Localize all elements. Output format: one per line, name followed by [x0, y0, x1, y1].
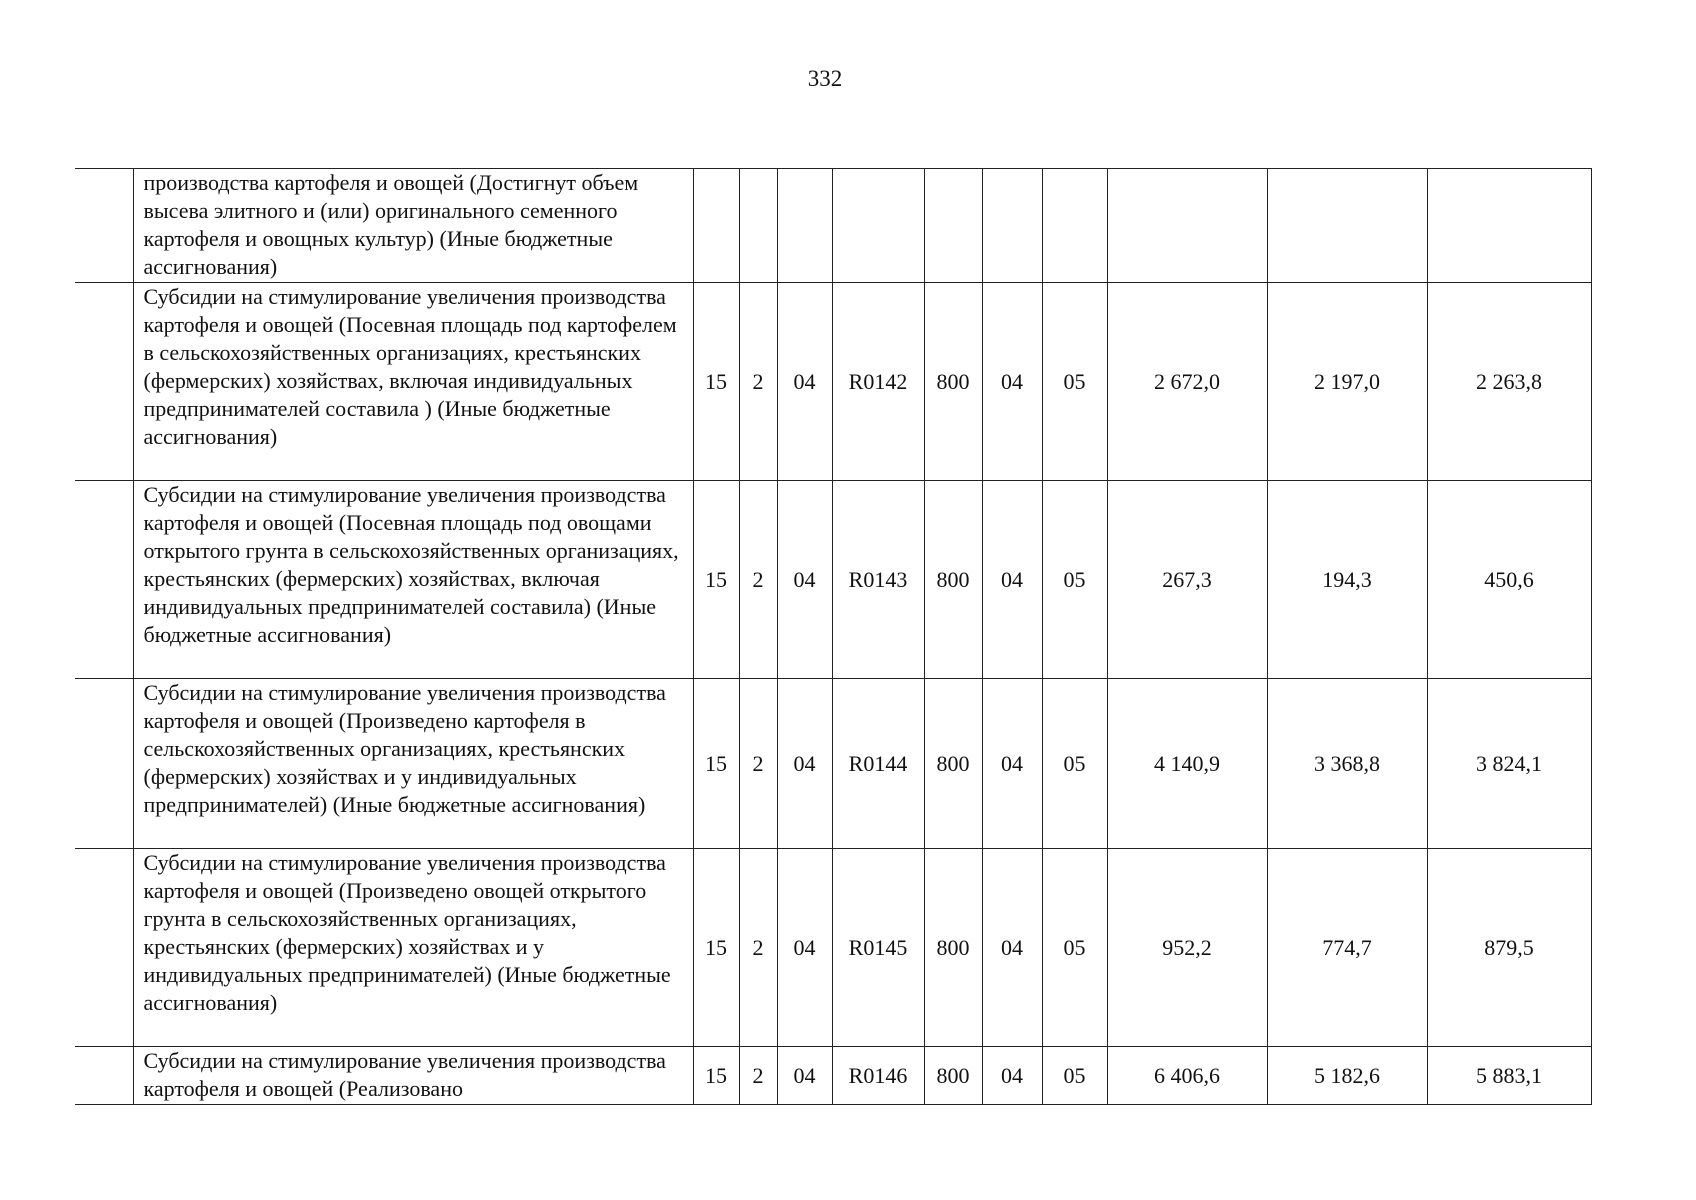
amount-cell: 952,2	[1107, 849, 1267, 1047]
code-cell: R0143	[832, 481, 924, 679]
code-cell: 2	[739, 283, 777, 481]
description-cell: Субсидии на стимулирование увеличения производства картофеля и овощей (Реализовано	[133, 1047, 693, 1105]
code-cell: 04	[777, 481, 832, 679]
table-row	[75, 481, 1591, 679]
code-cell: 2	[739, 1047, 777, 1105]
code-cell	[924, 169, 982, 283]
row-number-cell	[75, 1047, 133, 1105]
row-number-cell	[75, 849, 133, 1047]
code-cell: 05	[1042, 679, 1107, 849]
code-cell: 2	[739, 849, 777, 1047]
code-cell: 05	[1042, 849, 1107, 1047]
amount-cell: 2 197,0	[1267, 283, 1427, 481]
code-cell	[693, 169, 739, 283]
budget-table	[75, 168, 1592, 1105]
code-cell: 04	[982, 679, 1042, 849]
page-number: 332	[807, 66, 843, 91]
amount-cell: 267,3	[1107, 481, 1267, 679]
row-number-cell	[75, 283, 133, 481]
amount-cell	[1267, 169, 1427, 283]
code-cell	[777, 169, 832, 283]
code-cell: 04	[777, 849, 832, 1047]
code-cell: 15	[693, 1047, 739, 1105]
table-row	[75, 283, 1591, 481]
code-cell: R0145	[832, 849, 924, 1047]
table-row	[75, 849, 1591, 1047]
description-cell: Субсидии на стимулирование увеличения производства картофеля и овощей (Произведено овощей открытого грунта в сельскохозяйственных организациях, крестьянских (фермерских) хозяйствах и у индивидуальных предпринимателей) (Иные бюджетные ассигнования)	[133, 849, 693, 1047]
amount-cell: 3 824,1	[1427, 679, 1591, 849]
amount-cell: 2 672,0	[1107, 283, 1267, 481]
description-cell: производства картофеля и овощей (Достигнут объем высева элитного и (или) оригинального семенного картофеля и овощных культур) (Иные бюджетные ассигнования)	[133, 169, 693, 283]
code-cell	[1042, 169, 1107, 283]
amount-cell: 774,7	[1267, 849, 1427, 1047]
amount-cell: 6 406,6	[1107, 1047, 1267, 1105]
code-cell: 2	[739, 481, 777, 679]
code-cell: 15	[693, 283, 739, 481]
description-cell: Субсидии на стимулирование увеличения производства картофеля и овощей (Посевная площадь под овощами открытого грунта в сельскохозяйственных организациях, крестьянских (фермерских) хозяйствах, включая индивидуальных предпринимателей составила) (Иные бюджетные ассигнования)	[133, 481, 693, 679]
code-cell: 800	[924, 679, 982, 849]
description-cell: Субсидии на стимулирование увеличения производства картофеля и овощей (Произведено картофеля в сельскохозяйственных организациях, крестьянских (фермерских) хозяйствах и у индивидуальных предпринимателей) (Иные бюджетные ассигнования)	[133, 679, 693, 849]
amount-cell: 194,3	[1267, 481, 1427, 679]
row-number-cell	[75, 481, 133, 679]
table-row	[75, 679, 1591, 849]
code-cell: 04	[777, 679, 832, 849]
amount-cell: 2 263,8	[1427, 283, 1591, 481]
code-cell: 800	[924, 1047, 982, 1105]
code-cell: R0142	[832, 283, 924, 481]
code-cell: 04	[777, 283, 832, 481]
code-cell: 05	[1042, 1047, 1107, 1105]
code-cell: 2	[739, 679, 777, 849]
code-cell: R0146	[832, 1047, 924, 1105]
code-cell: 05	[1042, 283, 1107, 481]
code-cell: 800	[924, 283, 982, 481]
code-cell: 04	[777, 1047, 832, 1105]
amount-cell: 3 368,8	[1267, 679, 1427, 849]
code-cell: 800	[924, 849, 982, 1047]
amount-cell: 5 883,1	[1427, 1047, 1591, 1105]
code-cell: 04	[982, 283, 1042, 481]
code-cell: 800	[924, 481, 982, 679]
code-cell: 15	[693, 849, 739, 1047]
code-cell: 15	[693, 481, 739, 679]
table-row	[75, 169, 1591, 283]
code-cell: 04	[982, 849, 1042, 1047]
code-cell: 04	[982, 1047, 1042, 1105]
amount-cell: 4 140,9	[1107, 679, 1267, 849]
row-number-cell	[75, 169, 133, 283]
code-cell: R0144	[832, 679, 924, 849]
code-cell	[832, 169, 924, 283]
description-cell: Субсидии на стимулирование увеличения производства картофеля и овощей (Посевная площадь под картофелем в сельскохозяйственных организациях, крестьянских (фермерских) хозяйствах, включая индивидуальных предпринимателей составила ) (Иные бюджетные ассигнования)	[133, 283, 693, 481]
table-row	[75, 1047, 1591, 1105]
code-cell	[982, 169, 1042, 283]
code-cell: 04	[982, 481, 1042, 679]
amount-cell: 879,5	[1427, 849, 1591, 1047]
code-cell: 15	[693, 679, 739, 849]
amount-cell	[1427, 169, 1591, 283]
amount-cell	[1107, 169, 1267, 283]
amount-cell: 450,6	[1427, 481, 1591, 679]
row-number-cell	[75, 679, 133, 849]
code-cell	[739, 169, 777, 283]
code-cell: 05	[1042, 481, 1107, 679]
amount-cell: 5 182,6	[1267, 1047, 1427, 1105]
